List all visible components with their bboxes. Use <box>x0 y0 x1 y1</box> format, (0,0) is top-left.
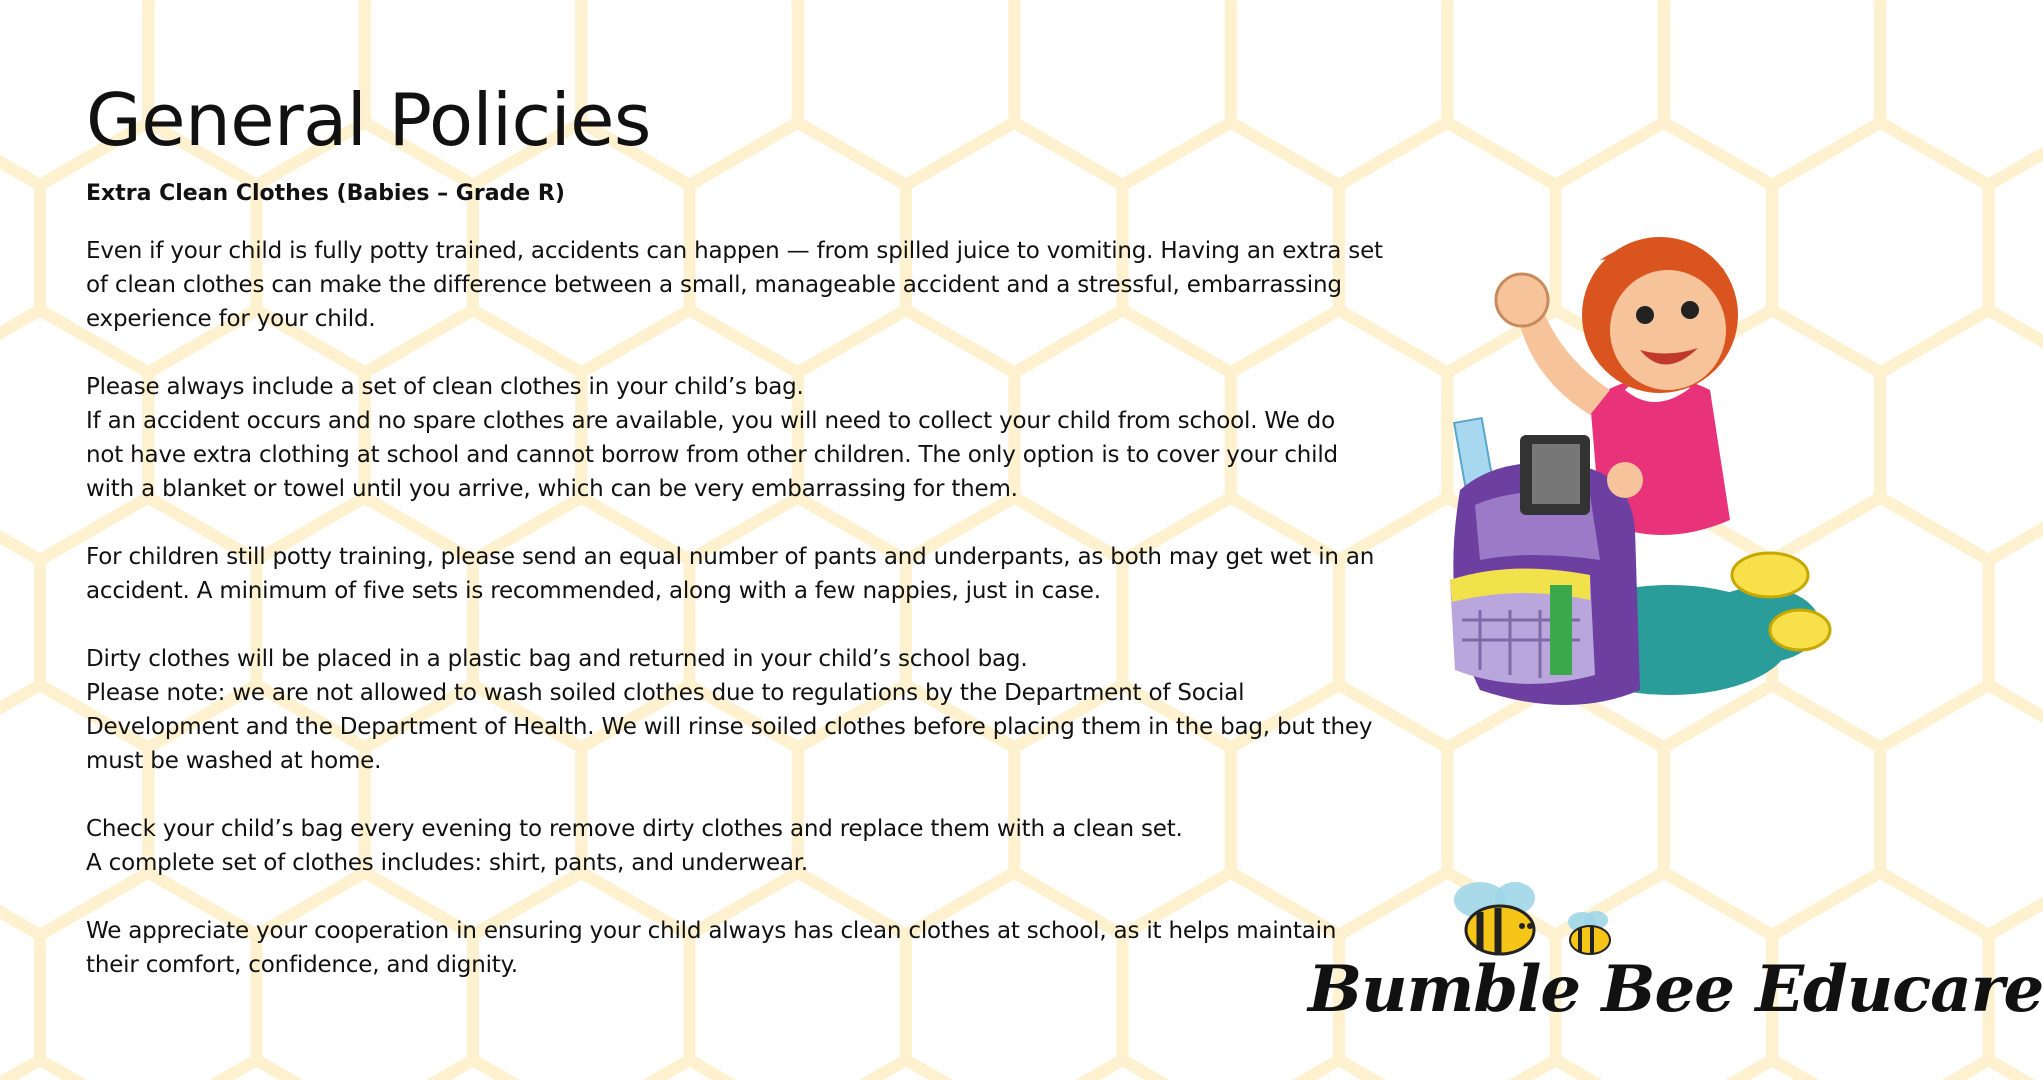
honeycomb-hexagon <box>1447 1060 1664 1080</box>
paragraph-line: accident. A minimum of five sets is recommended, along with a few nappies, just in case. <box>86 578 1101 604</box>
honeycomb-hexagon <box>1231 1060 1448 1080</box>
section-subtitle: Extra Clean Clothes (Babies – Grade R) <box>86 181 565 206</box>
paragraph-line: experience for your child. <box>86 306 376 332</box>
honeycomb-hexagon <box>1880 0 2043 185</box>
honeycomb-hexagon <box>581 1060 798 1080</box>
policy-paragraph <box>86 234 1466 336</box>
paragraph-line: Dirty clothes will be placed in a plastic bag and returned in your child’s school bag. <box>86 646 1028 672</box>
paragraph-line: Even if your child is fully potty trained, accidents can happen — from spilled juice to vomiting. Having an extra set <box>86 238 1383 264</box>
honeycomb-hexagon <box>1880 685 2043 935</box>
policy-paragraph <box>86 370 1466 506</box>
paragraph-line: Check your child’s bag every evening to remove dirty clothes and replace them with a clean set. <box>86 816 1183 842</box>
honeycomb-hexagon <box>1664 0 1881 185</box>
honeycomb-hexagon <box>798 1060 1015 1080</box>
paragraph-line: Development and the Department of Health. We will rinse soiled clothes before placing them in the bag, but they <box>86 714 1373 740</box>
paragraph-line: Please always include a set of clean clothes in your child’s bag. <box>86 374 804 400</box>
honeycomb-hexagon <box>1880 1060 2043 1080</box>
paragraph-line: A complete set of clothes includes: shirt, pants, and underwear. <box>86 850 809 876</box>
paragraph-line: Please note: we are not allowed to wash soiled clothes due to regulations by the Department of Social <box>86 680 1245 706</box>
main-content <box>86 72 1466 1016</box>
page-title: General Policies <box>86 78 651 162</box>
policy-paragraph <box>86 540 1466 608</box>
paragraph-line: We appreciate your cooperation in ensuring your child always has clean clothes at school, as it helps maintain <box>86 918 1337 944</box>
paragraph-line: with a blanket or towel until you arrive, which can be very embarrassing for them. <box>86 476 1018 502</box>
honeycomb-hexagon <box>1014 1060 1231 1080</box>
bumble-bee-educare-logo <box>1300 860 2043 1060</box>
policy-paragraph <box>86 812 1466 880</box>
child-with-backpack-illustration <box>1440 230 1860 750</box>
honeycomb-hexagon <box>0 1060 148 1080</box>
honeycomb-hexagon <box>1880 310 2043 560</box>
paragraph-line: For children still potty training, please send an equal number of pants and underpants, as both may get wet in an <box>86 544 1375 570</box>
paragraph-line: of clean clothes can make the difference between a small, manageable accident and a stressful, embarrassing <box>86 272 1342 298</box>
honeycomb-hexagon <box>1447 0 1664 185</box>
paragraph-line: must be washed at home. <box>86 748 382 774</box>
policy-text <box>86 234 1466 982</box>
paragraph-line: not have extra clothing at school and cannot borrow from other children. The only option is to cover your child <box>86 442 1338 468</box>
paragraph-line: If an accident occurs and no spare clothes are available, you will need to collect your child from school. We do <box>86 408 1335 434</box>
paragraph-line: their comfort, confidence, and dignity. <box>86 952 518 978</box>
policy-paragraph <box>86 642 1466 778</box>
honeycomb-hexagon <box>148 1060 364 1080</box>
honeycomb-hexagon <box>365 1060 582 1080</box>
honeycomb-hexagon <box>1664 1060 1881 1080</box>
logo-text: Bumble Bee Educare <box>1308 952 2043 1027</box>
policy-paragraph <box>86 914 1466 982</box>
